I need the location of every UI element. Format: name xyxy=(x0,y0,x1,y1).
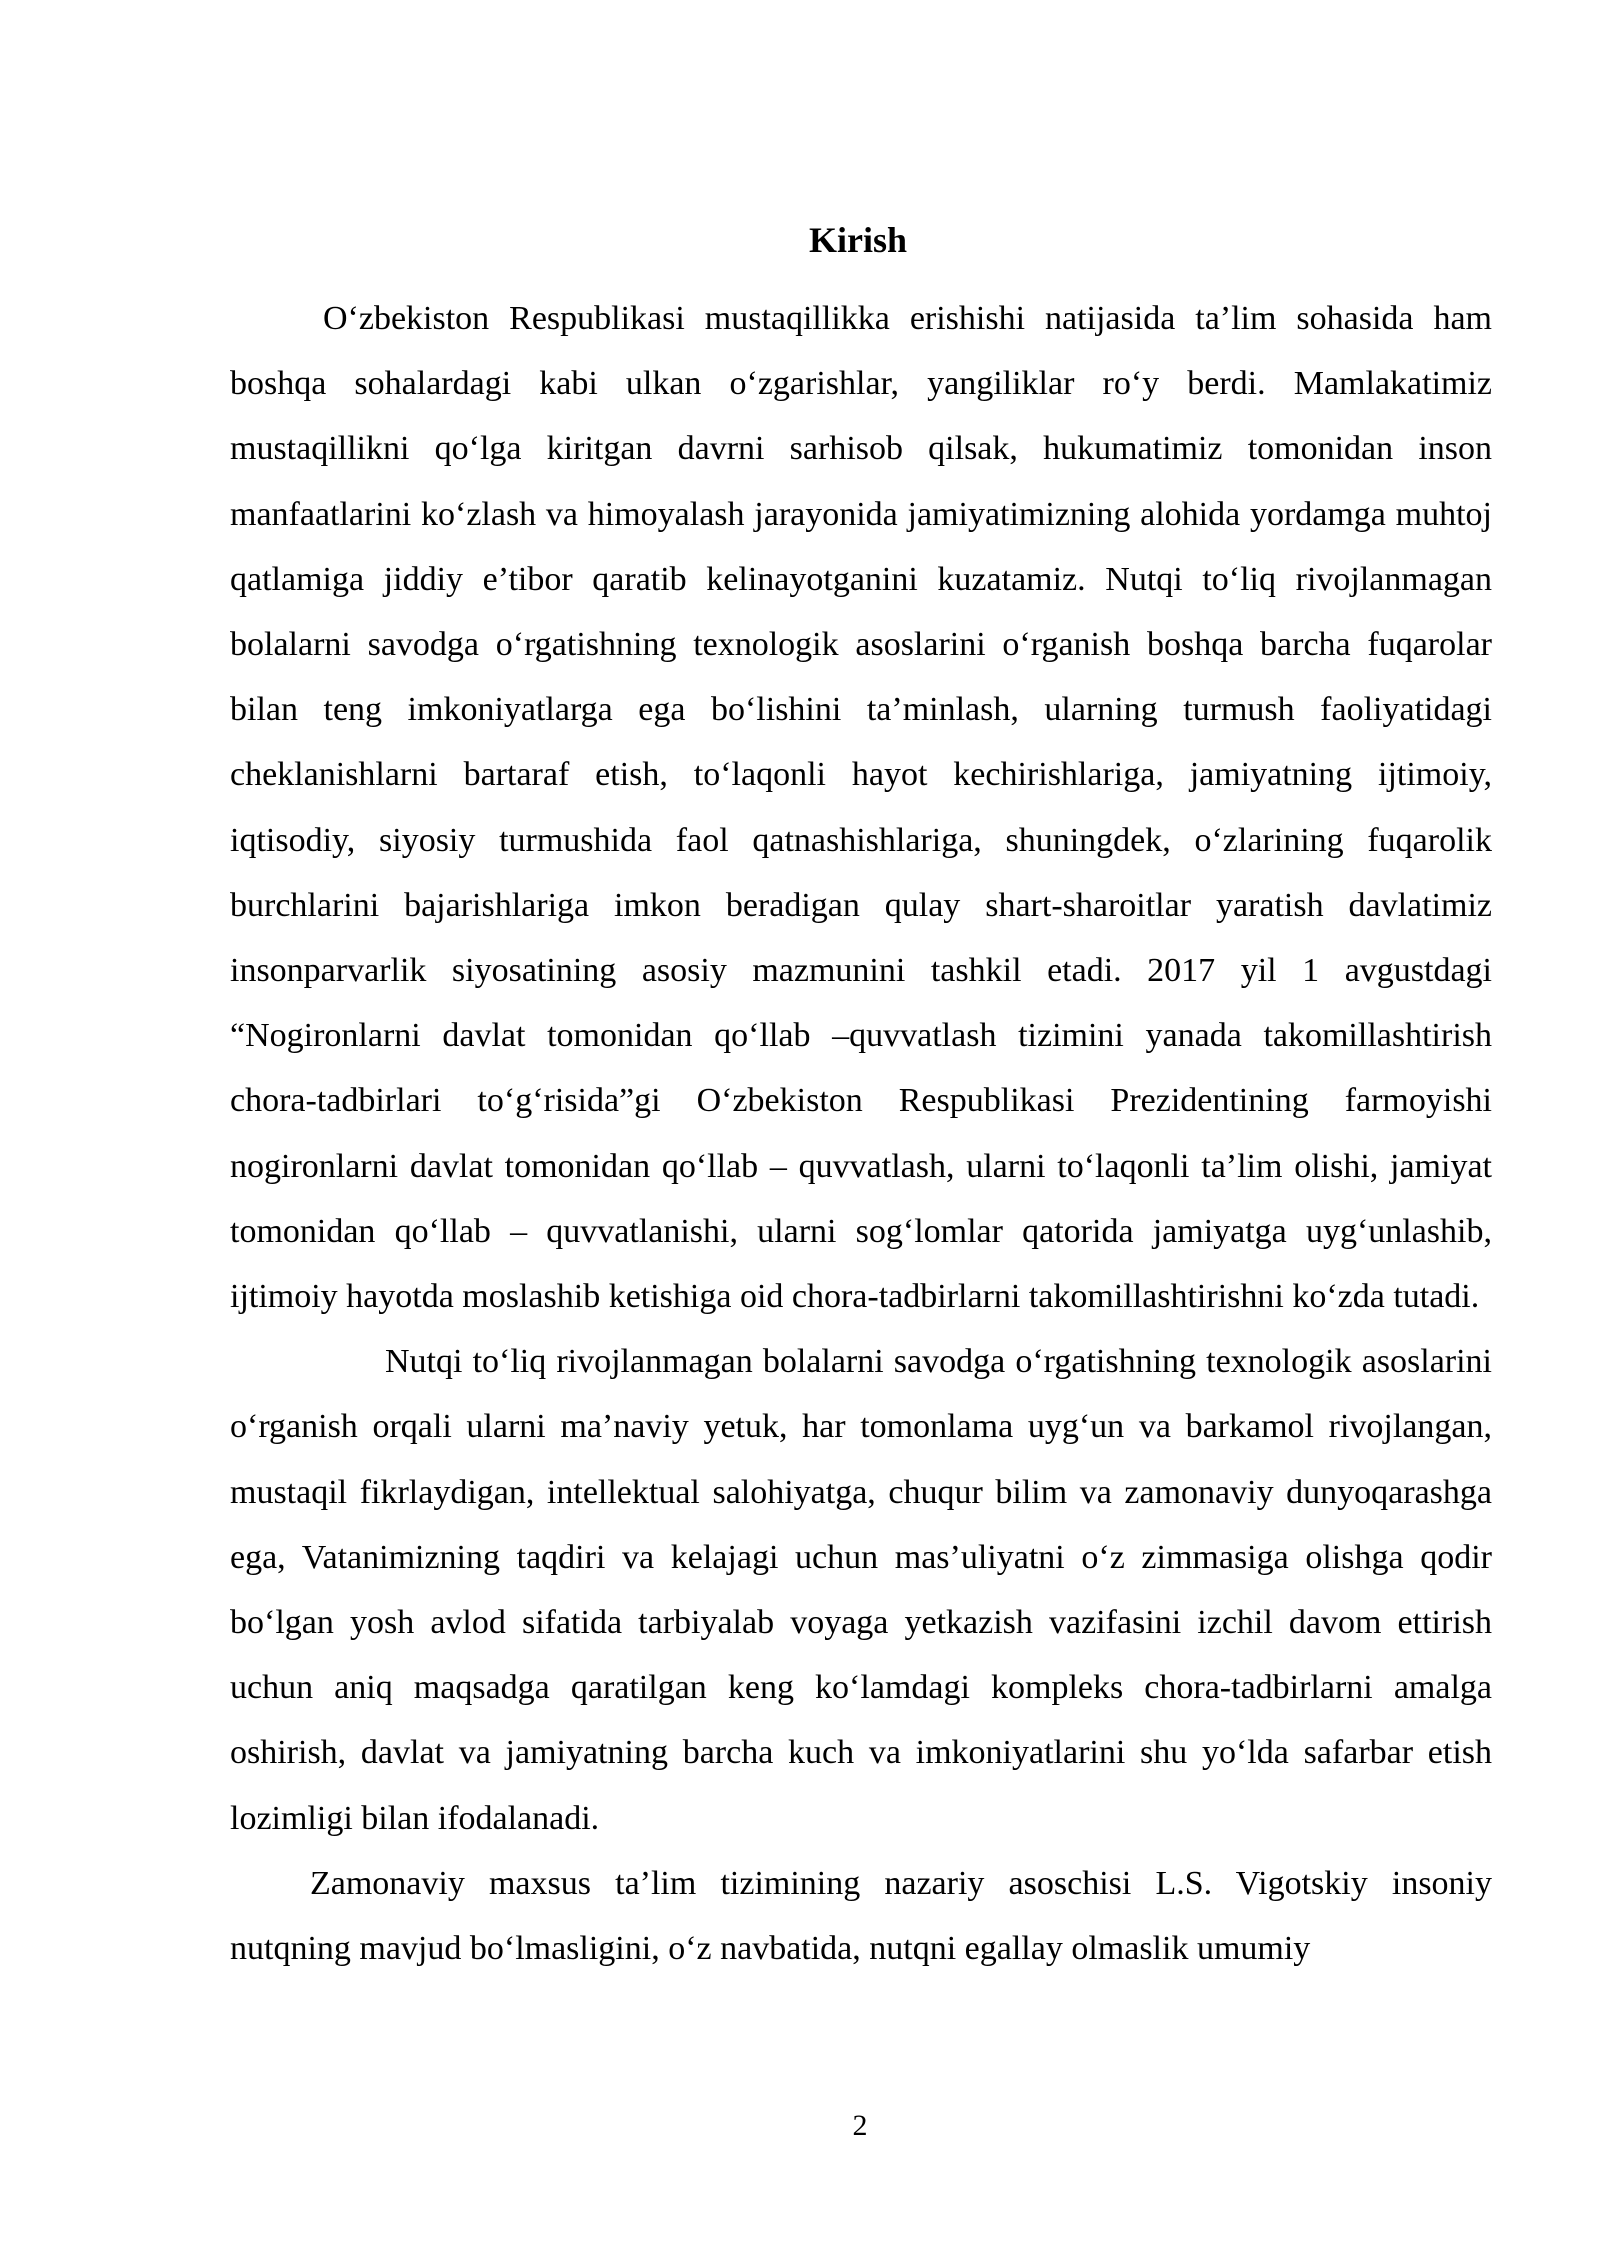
paragraph-1: O‘zbekiston Respublikasi mustaqillikka erishishi natijasida ta’lim sohasida ham boshqa sohalardagi kabi ulkan o‘zgarishlar, yangiliklar ro‘y berdi. Mamlakatimiz mustaqillikni qo‘lga kiritgan davrni sarhisob qilsak, hukumatimiz tomonidan inson manfaatlarini ko‘zlash va himoyalash jarayonida jamiyatimizning alohida yordamga muhtoj qatlamiga jiddiy e’tibor qaratib kelinayotganini kuzatamiz. Nutqi to‘liq rivojlanmagan bolalarni savodga o‘rgatishning texnologik asoslarini o‘rganish boshqa barcha fuqarolar bilan teng imkoniyatlarga ega bo‘lishini ta’minlash, ularning turmush faoliyatidagi cheklanishlarni bartaraf etish, to‘laqonli hayot kechirishlariga, jamiyatning ijtimoiy, iqtisodiy, siyosiy turmushida faol qatnashishlariga, shuningdek, o‘zlarining fuqarolik burchlarini bajarishlariga imkon beradigan qulay shart-sharoitlar yaratish davlatimiz insonparvarlik siyosatining asosiy mazmunini tashkil etadi. 2017 yil 1 avgustdagi “Nogironlarni davlat tomonidan qo‘llab –quvvatlash tizimini yanada takomillashtirish chora-tadbirlari to‘g‘risida”gi O‘zbekiston Respublikasi Prezidentining farmoyishi nogironlarni davlat tomonidan qo‘llab – quvvatlash, ularni to‘laqonli ta’lim olishi, jamiyat tomonidan qo‘llab – quvvatlanishi, ularni sog‘lomlar qatorida jamiyatga uyg‘unlashib, ijtimoiy hayotda moslashib ketishiga oid chora-tadbirlarni takomillashtirishni ko‘zda tutadi. xyxy=(230,300,1492,1316)
paragraph-3: Zamonaviy maxsus ta’lim tizimining nazariy asoschisi L.S. Vigotskiy insoniy nutqning mavjud bo‘lmasligini, o‘z navbatida, nutqni egallay olmaslik umumiy xyxy=(230,1864,1492,1968)
body-text xyxy=(230,286,1492,1981)
paragraph-2: Nutqi to‘liq rivojlanmagan bolalarni savodga o‘rgatishning texnologik asoslarini o‘rganish orqali ularni ma’naviy yetuk, har tomonlama uyg‘un va barkamol rivojlangan, mustaqil fikrlaydigan, intellektual salohiyatga, chuqur bilim va zamonaviy dunyoqarashga ega, Vatanimizning taqdiri va kelajagi uchun mas’uliyatni o‘z zimmasiga olishga qodir bo‘lgan yosh avlod sifatida tarbiyalab voyaga yetkazish vazifasini izchil davom ettirish uchun aniq maqsadga qaratilgan keng ko‘lamdagi kompleks chora-tadbirlarni amalga oshirish, davlat va jamiyatning barcha kuch va imkoniyatlarini shu yo‘lda safarbar etish lozimligi bilan ifodalanadi. xyxy=(230,1343,1492,1837)
section-title: Kirish xyxy=(808,220,907,260)
page-number: 2 xyxy=(852,2109,868,2142)
